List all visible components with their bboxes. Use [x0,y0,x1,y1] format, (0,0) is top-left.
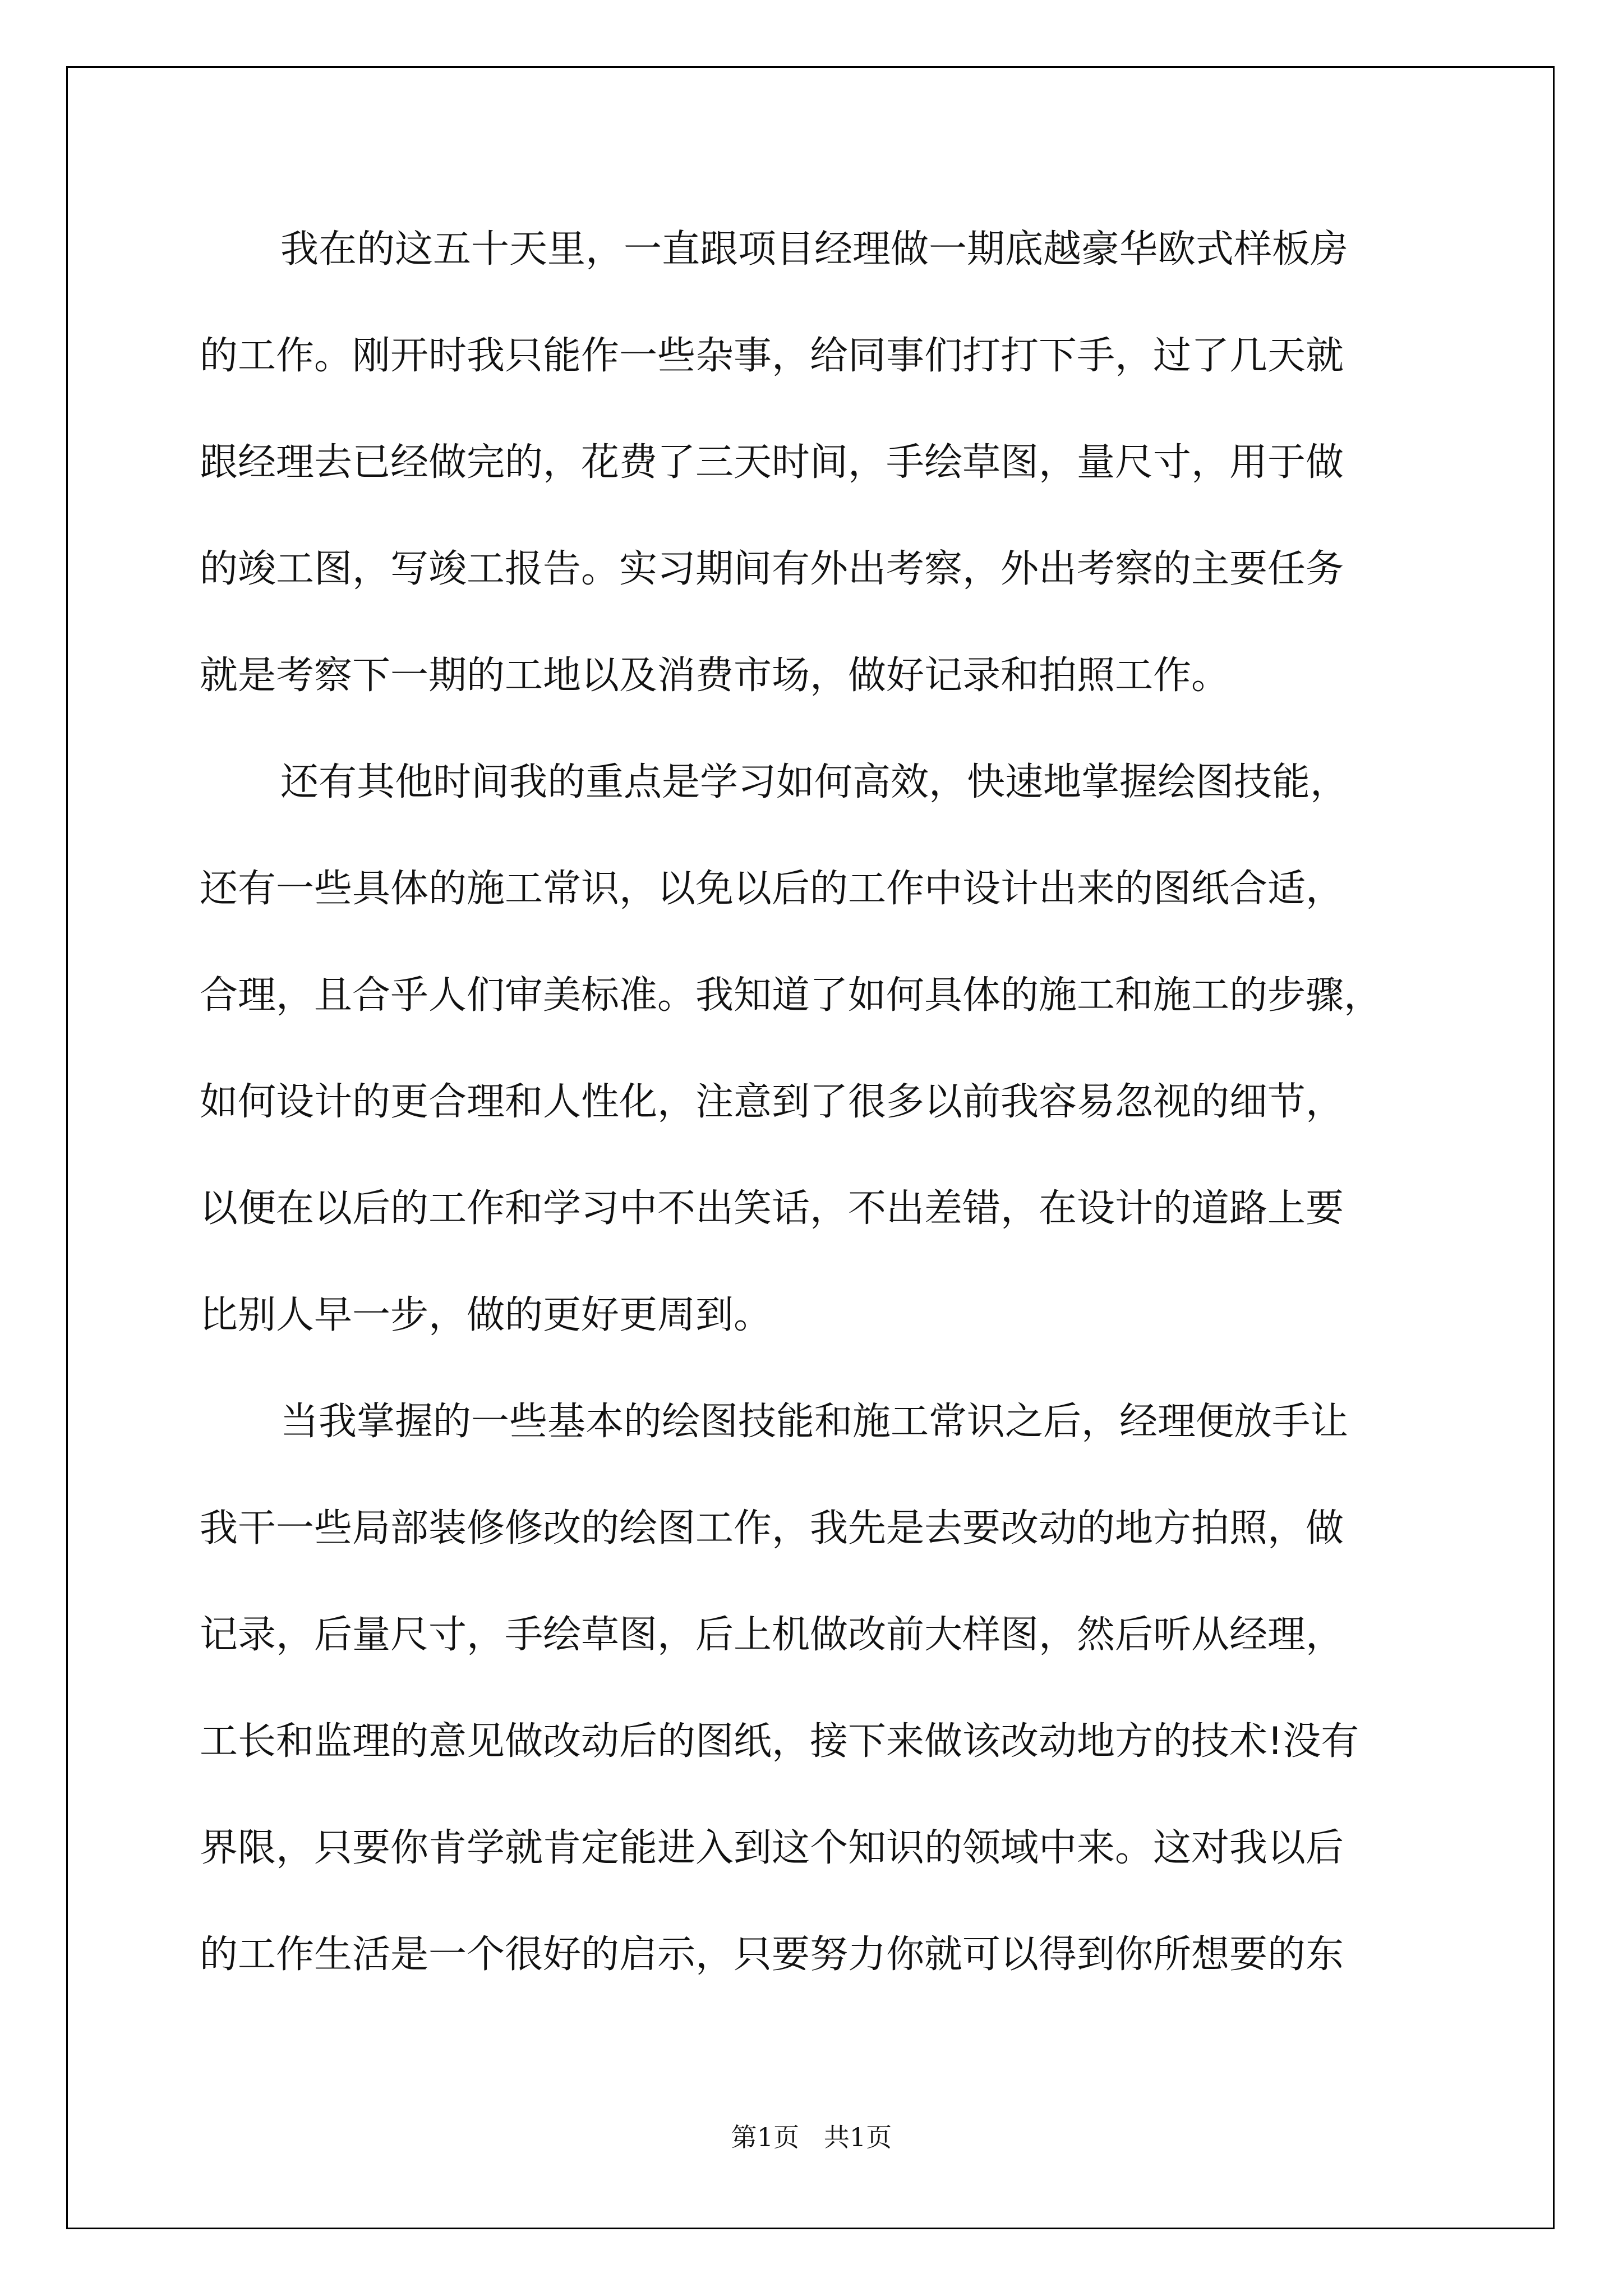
paragraph-2-line-3: 合理，且合乎人们审美标准。我知道了如何具体的施工和施工的步骤， [200,973,1382,1018]
page-number-footer: 第1页 共1页 [731,2122,892,2152]
paragraph-3-line-5: 界限，只要你肯学就肯定能进入到这个知识的领域中来。这对我以后 [200,1826,1344,1870]
paragraph-3-line-3: 记录，后量尺寸，手绘草图，后上机做改前大样图，然后听从经理， [200,1613,1344,1657]
paragraph-2-line-1: 还有其他时间我的重点是学习如何高效，快速地掌握绘图技能， [280,760,1349,804]
paragraph-3-line-4: 工长和监理的意见做改动后的图纸，接下来做该改动地方的技术!没有 [200,1719,1359,1764]
page-border [66,66,1555,2229]
paragraph-2-line-6: 比别人早一步，做的更好更周到。 [200,1293,772,1337]
paragraph-2-line-2: 还有一些具体的施工常识，以免以后的工作中设计出来的图纸合适， [200,867,1344,911]
paragraph-1-line-3: 跟经理去已经做完的，花费了三天时间，手绘草图，量尺寸，用于做 [200,440,1344,485]
paragraph-3-line-1: 当我掌握的一些基本的绘图技能和施工常识之后，经理便放手让 [280,1400,1349,1444]
paragraph-3-line-2: 我干一些局部装修修改的绘图工作，我先是去要改动的地方拍照，做 [200,1506,1344,1550]
paragraph-1-line-4: 的竣工图，写竣工报告。实习期间有外出考察，外出考察的主要任务 [200,547,1344,591]
paragraph-1-line-1: 我在的这五十天里，一直跟项目经理做一期底越豪华欧式样板房 [280,227,1349,272]
paragraph-3-line-6: 的工作生活是一个很好的启示，只要努力你就可以得到你所想要的东 [200,1932,1344,1977]
paragraph-2-line-4: 如何设计的更合理和人性化，注意到了很多以前我容易忽视的细节， [200,1080,1344,1124]
paragraph-1-line-5: 就是考察下一期的工地以及消费市场，做好记录和拍照工作。 [200,654,1230,698]
paragraph-2-line-5: 以便在以后的工作和学习中不出笑话，不出差错，在设计的道路上要 [200,1186,1344,1231]
paragraph-1-line-2: 的工作。刚开时我只能作一些杂事，给同事们打打下手，过了几天就 [200,334,1344,378]
